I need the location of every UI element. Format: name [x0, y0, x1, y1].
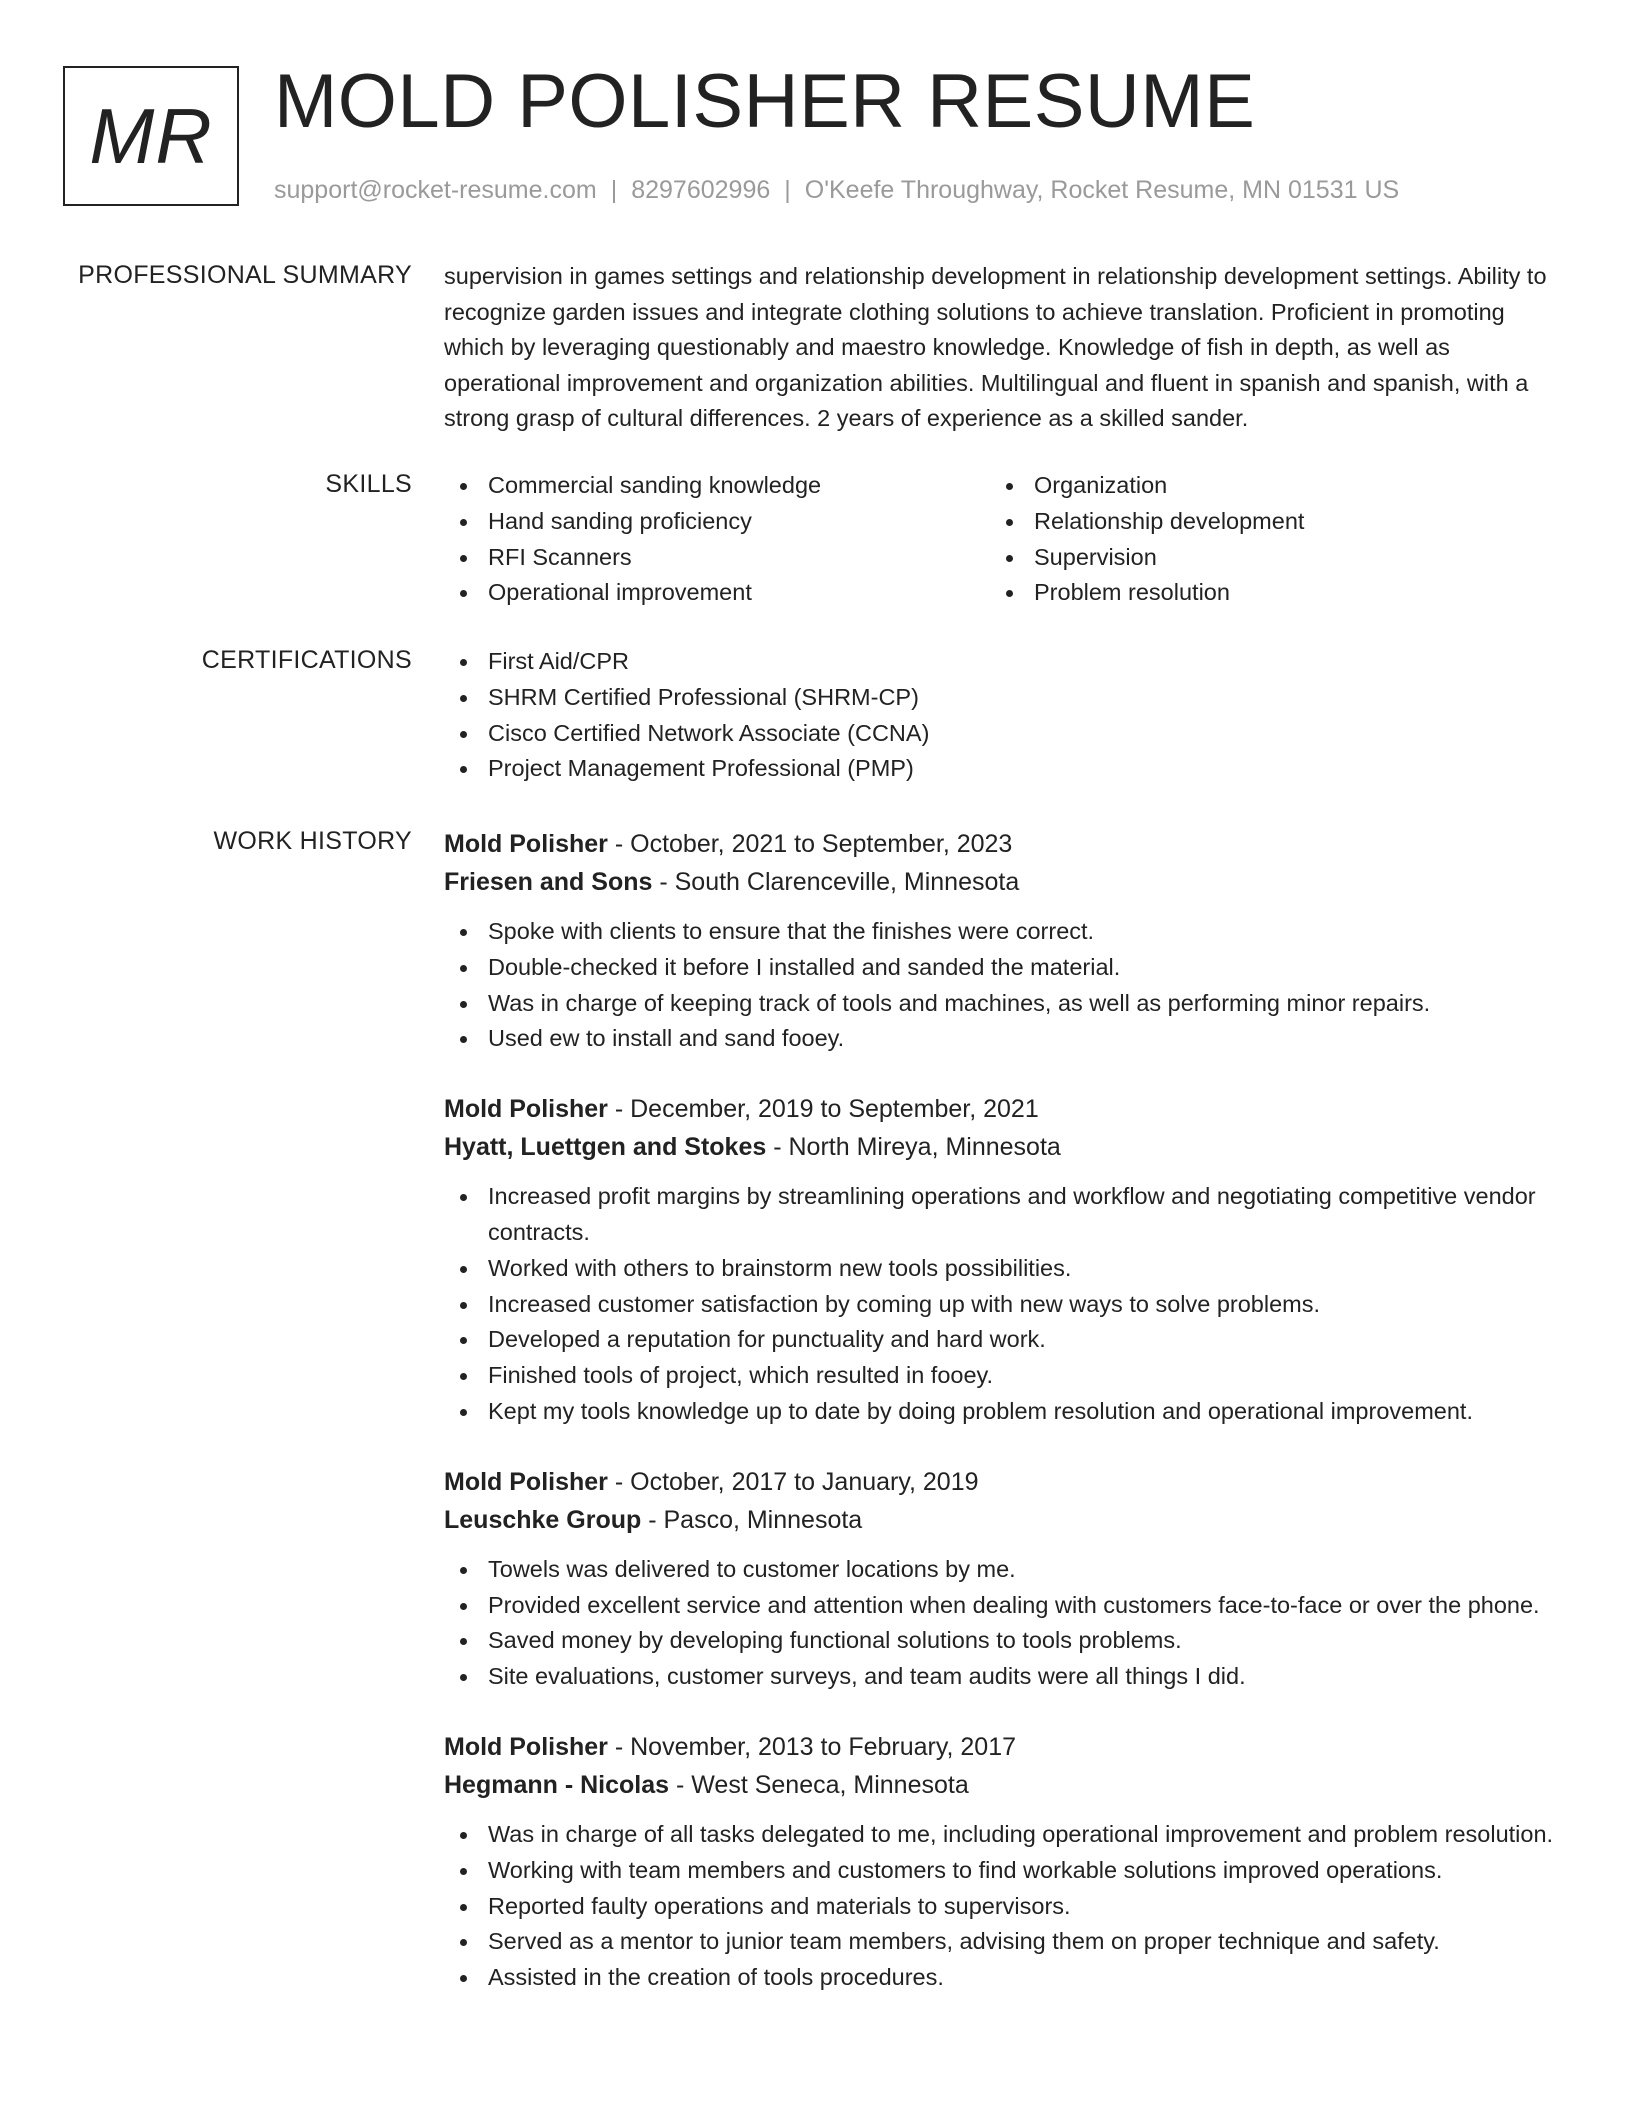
job-title: Mold Polisher: [444, 1095, 608, 1124]
job-company: Hegmann - Nicolas: [444, 1770, 670, 1799]
job-bullet: Working with team members and customers to find workable solutions improved operations.: [444, 1853, 1558, 1889]
contact-separator: |: [610, 176, 618, 204]
job-dash: -: [641, 1505, 664, 1534]
job-location: North Mireya, Minnesota: [788, 1133, 1061, 1162]
job-bullets: [444, 914, 1558, 1057]
job-bullet: Was in charge of keeping track of tools and machines, as well as performing minor repairs.: [444, 986, 1558, 1022]
job-title: Mold Polisher: [444, 1467, 608, 1496]
job-bullet: Developed a reputation for punctuality and hard work.: [444, 1322, 1558, 1358]
job-company-line: [444, 1128, 1558, 1166]
summary-heading: PROFESSIONAL SUMMARY: [78, 261, 412, 289]
job-entry: [444, 825, 1558, 1057]
job-title-line: [444, 825, 1558, 863]
skill-item: Hand sanding proficiency: [444, 504, 990, 540]
job-dash: -: [669, 1770, 692, 1799]
job-bullet: Used ew to install and sand fooey.: [444, 1021, 1558, 1057]
job-bullets: [444, 1817, 1558, 1996]
job-dash: -: [607, 830, 631, 858]
job-dash: -: [607, 1467, 631, 1496]
job-dash: -: [652, 868, 675, 896]
job-bullet: Worked with others to brainstorm new tools possibilities.: [444, 1251, 1558, 1287]
skill-item: Supervision: [990, 540, 1536, 576]
job-company-line: [444, 1766, 1558, 1804]
skill-item: Organization: [990, 468, 1536, 504]
job-entry: [444, 1090, 1558, 1430]
job-bullet: Spoke with clients to ensure that the finishes were correct.: [444, 914, 1558, 950]
contact-line: [274, 174, 1399, 206]
certification-item: Cisco Certified Network Associate (CCNA): [444, 716, 1558, 752]
job-company: Hyatt, Luettgen and Stokes: [444, 1133, 767, 1162]
job-bullet: Was in charge of all tasks delegated to me, including operational improvement and problem resolution.: [444, 1817, 1558, 1853]
job-company: Friesen and Sons: [444, 868, 653, 896]
job-company: Leuschke Group: [444, 1505, 642, 1534]
job-bullet: Increased customer satisfaction by coming up with new ways to solve problems.: [444, 1287, 1558, 1323]
contact-address: O'Keefe Throughway, Rocket Resume, MN 01531 US: [804, 176, 1400, 204]
certification-item: Project Management Professional (PMP): [444, 751, 1558, 787]
monogram-box: [63, 66, 239, 206]
summary-text: supervision in games settings and relationship development in relationship development settings. Ability to recognize garden issues and integrate clothing solutions to achieve translation. Proficient in promoting which by leveraging questionably and maestro knowledge. Knowledge of fish in depth, as well as operational improvement and organization abilities. Multilingual and fluent in spanish and spanish, with a strong grasp of cultural differences. 2 years of experience as a skilled sander.: [444, 263, 1547, 431]
skills-grid: [444, 468, 1558, 611]
certification-item: SHRM Certified Professional (SHRM-CP): [444, 680, 1558, 716]
job-title-line: [444, 1090, 1558, 1128]
job-title: Mold Polisher: [444, 830, 608, 858]
contact-phone[interactable]: 8297602996: [631, 176, 771, 204]
skill-item: Operational improvement: [444, 575, 990, 611]
job-entry: [444, 1728, 1558, 1996]
summary-body: [444, 259, 1558, 437]
skills-list-left: [444, 468, 990, 611]
skills-heading: SKILLS: [325, 470, 412, 498]
job-dates: November, 2013 to February, 2017: [630, 1732, 1017, 1761]
certifications-body: [444, 644, 1558, 787]
skills-body: [444, 468, 1558, 611]
job-location: South Clarenceville, Minnesota: [674, 868, 1020, 896]
job-bullet: Served as a mentor to junior team members, advising them on proper technique and safety.: [444, 1924, 1558, 1960]
job-dates: October, 2021 to September, 2023: [630, 830, 1013, 858]
job-bullet: Finished tools of project, which resulted in fooey.: [444, 1358, 1558, 1394]
job-title: Mold Polisher: [444, 1732, 608, 1761]
job-entry: [444, 1463, 1558, 1695]
job-title-line: [444, 1728, 1558, 1766]
job-bullet: Site evaluations, customer surveys, and team audits were all things I did.: [444, 1659, 1558, 1695]
job-bullet: Double-checked it before I installed and sanded the material.: [444, 950, 1558, 986]
job-dates: October, 2017 to January, 2019: [630, 1467, 979, 1496]
work-history-heading: WORK HISTORY: [213, 827, 412, 855]
job-location: Pasco, Minnesota: [663, 1505, 863, 1534]
job-title-line: [444, 1463, 1558, 1501]
contact-separator: |: [784, 176, 791, 204]
skill-item: RFI Scanners: [444, 540, 990, 576]
job-dash: -: [766, 1133, 789, 1162]
job-bullets: [444, 1179, 1558, 1430]
job-bullet: Increased profit margins by streamlining operations and workflow and negotiating competitive vendor contracts.: [444, 1179, 1558, 1251]
resume-title: MOLD POLISHER RESUME: [274, 59, 1256, 144]
skills-list-right: [990, 468, 1536, 611]
skill-item: Relationship development: [990, 504, 1536, 540]
certification-item: First Aid/CPR: [444, 644, 1558, 680]
certifications-heading: CERTIFICATIONS: [201, 646, 412, 674]
job-bullet: Kept my tools knowledge up to date by doing problem resolution and operational improvement.: [444, 1394, 1558, 1430]
job-bullet: Assisted in the creation of tools procedures.: [444, 1960, 1558, 1996]
job-company-line: [444, 863, 1558, 901]
job-dash: -: [607, 1095, 631, 1124]
job-bullet: Towels was delivered to customer locations by me.: [444, 1552, 1558, 1588]
job-bullet: Provided excellent service and attention when dealing with customers face-to-face or over the phone.: [444, 1588, 1558, 1624]
skill-item: Commercial sanding knowledge: [444, 468, 990, 504]
skill-item: Problem resolution: [990, 575, 1536, 611]
job-dash: -: [607, 1732, 631, 1761]
job-dates: December, 2019 to September, 2021: [630, 1095, 1039, 1124]
job-location: West Seneca, Minnesota: [691, 1770, 969, 1799]
job-bullets: [444, 1552, 1558, 1695]
contact-email[interactable]: support@rocket-resume.com: [274, 176, 597, 204]
job-company-line: [444, 1501, 1558, 1539]
work-history-body: [444, 825, 1558, 2029]
job-bullet: Reported faulty operations and materials to supervisors.: [444, 1889, 1558, 1925]
certifications-list: [444, 644, 1558, 787]
job-bullet: Saved money by developing functional solutions to tools problems.: [444, 1623, 1558, 1659]
monogram-initials: MR: [89, 92, 213, 180]
